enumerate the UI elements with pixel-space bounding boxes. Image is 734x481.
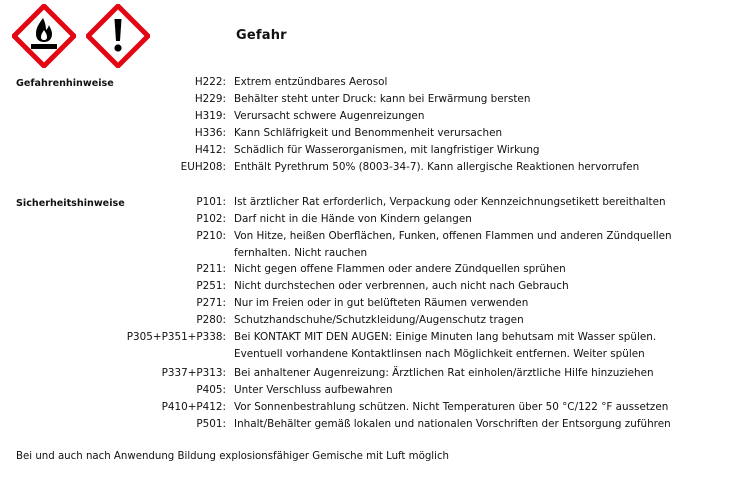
statement-code: P271: [196,297,226,309]
statement-text: Enthält Pyrethrum 50% (8003-34-7). Kann allergische Reaktionen hervorrufen [234,161,640,173]
statement-code: P410+P412: [161,401,226,413]
statement-code: H412: [194,144,226,156]
statement-text: Extrem entzündbares Aerosol [234,76,388,88]
precaution-section-label: Sicherheitshinweise [16,198,125,209]
statement-code: P337+P313: [161,367,226,379]
statement-text: Vor Sonnenbestrahlung schützen. Nicht Temperaturen über 50 °C/122 °F aussetzen [234,401,669,413]
statement-code: P101: [196,196,226,208]
statement-text: Bei anhaltener Augenreizung: Ärztlichen Rat einholen/ärztliche Hilfe hinzuziehen [234,367,654,379]
hazard-section-label: Gefahrenhinweise [16,78,114,89]
statement-text: Nicht durchstechen oder verbrennen, auch nicht nach Gebrauch [234,280,569,292]
exclamation-pictogram-icon [86,4,150,68]
statement-code: H319: [194,110,226,122]
statement-code: P305+P351+P338: [126,331,226,343]
statement-code: P102: [196,213,226,225]
statement-text: Von Hitze, heißen Oberflächen, Funken, offenen Flammen und anderen Zündquellen fernhalten. Nicht rauchen [234,230,672,260]
statement-code: H336: [194,127,226,139]
statement-text: Schutzhandschuhe/Schutzkleidung/Augenschutz tragen [234,314,524,326]
footer-note: Bei und auch nach Anwendung Bildung explosionsfähiger Gemische mit Luft möglich [16,451,450,462]
statement-code: P501: [196,418,226,430]
statement-code: P405: [196,384,226,396]
statement-code: P251: [196,280,226,292]
statement-code: EUH208: [180,161,226,173]
statement-code: H229: [194,93,226,105]
statement-text: Bei KONTAKT MIT DEN AUGEN: Einige Minuten lang behutsam mit Wasser spülen. Eventuell vorhandene Kontaktlinsen nach Möglichkeit entfernen. Weiter spülen [234,331,657,361]
statement-text: Schädlich für Wasserorganismen, mit langfristiger Wirkung [234,144,540,156]
statement-text: Nicht gegen offene Flammen oder andere Zündquellen sprühen [234,263,566,275]
statement-code: P211: [196,263,226,275]
statement-text: Kann Schläfrigkeit und Benommenheit verursachen [234,127,503,139]
statement-text: Behälter steht unter Druck: kann bei Erwärmung bersten [234,93,531,105]
statement-code: P280: [196,314,226,326]
statement-text: Unter Verschluss aufbewahren [234,384,393,396]
statement-code: H222: [194,76,226,88]
signal-word: Gefahr [236,28,287,43]
statement-text: Verursacht schwere Augenreizungen [234,110,425,122]
statement-code: P210: [196,230,226,242]
statement-text: Inhalt/Behälter gemäß lokalen und nationalen Vorschriften der Entsorgung zuführen [234,418,671,430]
statement-text: Darf nicht in die Hände von Kindern gelangen [234,213,472,225]
statement-text: Ist ärztlicher Rat erforderlich, Verpackung oder Kennzeichnungsetikett bereithalten [234,196,666,208]
statement-text: Nur im Freien oder in gut belüfteten Räumen verwenden [234,297,529,309]
flame-pictogram-icon [12,4,76,68]
